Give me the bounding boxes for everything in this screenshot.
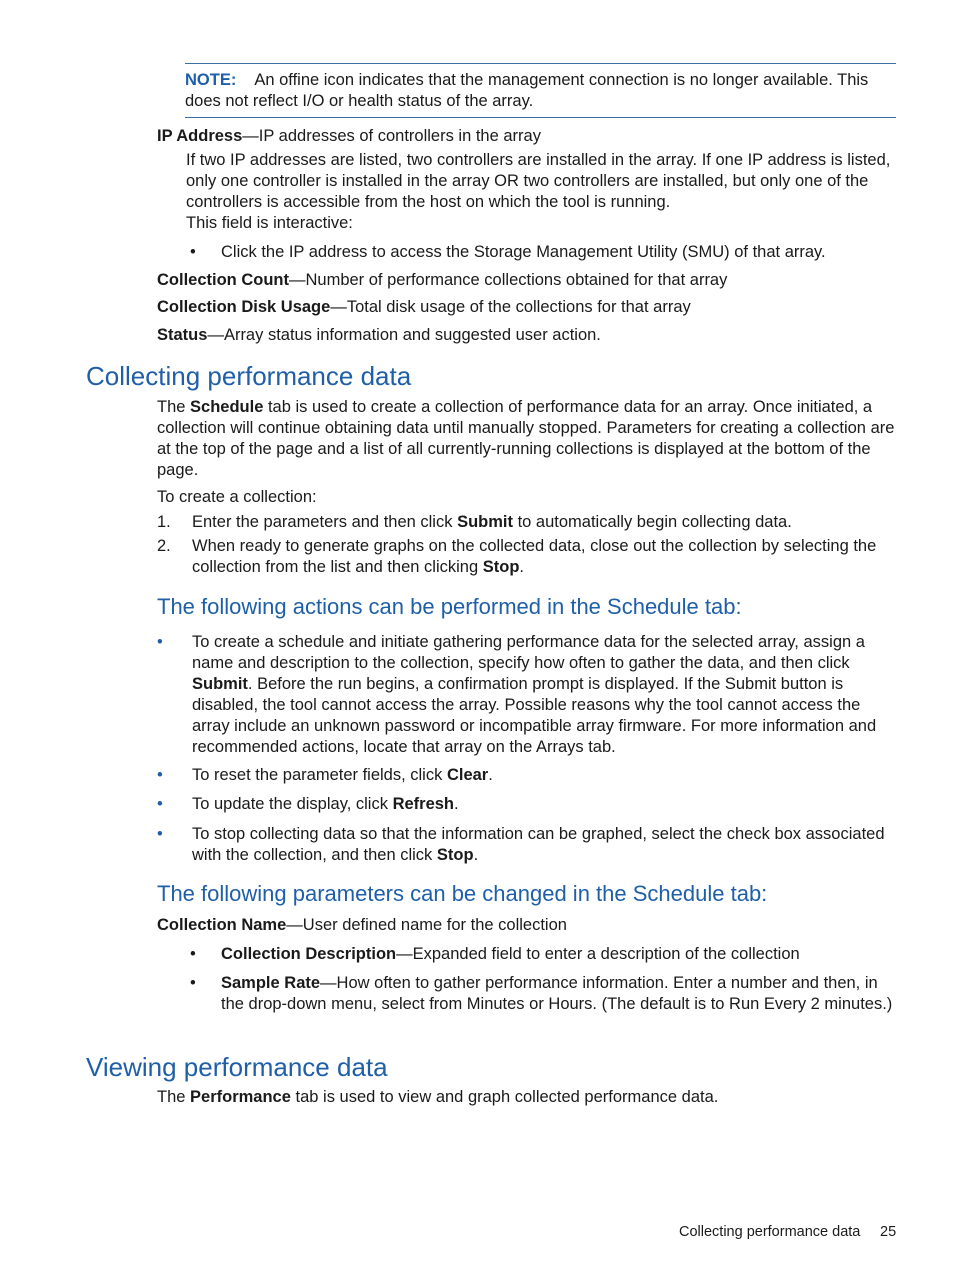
bullet-icon: • [190, 974, 196, 992]
stop-term: Stop [482, 558, 520, 576]
performance-tab-name: Performance [190, 1088, 291, 1106]
action-text: . Before the run begins, a confirmation prompt is displayed. If the Submit button is disabled, the tool cannot access the array. Possible reasons why the tool cannot access the array include an unknown password or incompatible array firmware. For more information and recommended actions, locate that array on the Arrays tab. [192, 675, 877, 756]
action-text: To stop collecting data so that the information can be graphed, select the check box associated with the collection, and then click [192, 825, 885, 864]
ip-address-detail: If two IP addresses are listed, two controllers are installed in the array. If one IP address is listed, only one controller is installed in the array OR two controllers are installed, but only one of the controllers is accessible from the host on which the tool is running. [186, 151, 891, 211]
action-item [192, 632, 897, 758]
param-definition: —Expanded field to enter a description of the collection [396, 945, 800, 963]
to-create-text: To create a collection: [157, 488, 317, 506]
field-definition: —Array status information and suggested user action. [207, 326, 601, 344]
bullet-icon: • [190, 945, 196, 963]
bullet-icon: • [157, 633, 163, 651]
action-item [192, 765, 897, 786]
param-definition: —User defined name for the collection [286, 916, 567, 934]
parameters-heading: The following parameters can be changed in the Schedule tab: [157, 881, 768, 906]
bullet-icon: • [157, 766, 163, 784]
field-collection-disk-usage [157, 297, 897, 318]
ip-address-interactive: This field is interactive: [186, 214, 353, 232]
schedule-tab-name: Schedule [190, 398, 264, 416]
note-label: NOTE: [185, 71, 237, 89]
intro-text: tab is used to create a collection of performance data for an array. Once initiated, a collection will continue obtaining data until manually stopped. Parameters for creating a collection are at the top of the page and a list of all currently-running collections is displayed at the bottom of the page. [157, 398, 895, 479]
param-term: Sample Rate [221, 974, 321, 992]
step-text: to automatically begin collecting data. [512, 513, 792, 531]
actions-heading: The following actions can be performed in the Schedule tab: [157, 594, 742, 619]
step-1 [192, 512, 897, 533]
section1-intro [157, 397, 897, 481]
page-number: 25 [880, 1224, 897, 1240]
step-text: Enter the parameters and then click [192, 513, 458, 531]
section2-text-part: The [157, 1088, 191, 1106]
ip-address-term: IP Address [157, 127, 243, 145]
field-term: Collection Count [157, 271, 289, 289]
bullet-icon: • [157, 795, 163, 813]
collection-name-entry [157, 915, 897, 936]
section2-text-part: tab is used to view and graph collected performance data. [290, 1088, 719, 1106]
section2-text [157, 1087, 897, 1108]
field-term: Collection Disk Usage [157, 298, 331, 316]
field-collection-count [157, 270, 897, 291]
step-number: 1. [157, 513, 171, 531]
field-definition: —Number of performance collections obtained for that array [288, 271, 728, 289]
param-definition: —How often to gather performance information. Enter a number and then, in the drop-down menu, select from Minutes or Hours. (The default is to Run Every 2 minutes.) [221, 974, 893, 1013]
bullet-icon: • [190, 243, 196, 261]
action-text: . [473, 846, 479, 864]
action-term: Clear [446, 766, 489, 784]
submit-term: Submit [457, 513, 513, 531]
note-text: An offine icon indicates that the management connection is no longer available. This does not reflect I/O or health status of the array. [185, 71, 869, 110]
param-item [221, 973, 897, 1015]
bullet-icon: • [157, 825, 163, 843]
action-term: Stop [436, 846, 474, 864]
step-text: When ready to generate graphs on the collected data, close out the collection by selecting the collection from the list and then clicking [192, 537, 877, 576]
field-term: Status [157, 326, 208, 344]
field-status [157, 325, 897, 346]
action-text: . [488, 766, 493, 784]
action-text: To reset the parameter fields, click [192, 766, 447, 784]
ip-address-definition: —IP addresses of controllers in the array [242, 127, 541, 145]
section-heading-collecting: Collecting performance data [86, 361, 412, 391]
param-item [221, 944, 897, 965]
ip-address-entry [157, 126, 897, 147]
action-text: To create a schedule and initiate gathering performance data for the selected array, assign a name and description to the collection, specify how often to gather the data, and then click [192, 633, 865, 672]
param-term: Collection Description [221, 945, 397, 963]
action-term: Refresh [392, 795, 455, 813]
intro-text: The [157, 398, 191, 416]
section-heading-viewing: Viewing performance data [86, 1052, 388, 1082]
step-text: . [519, 558, 524, 576]
action-term: Submit [192, 675, 248, 693]
action-text: To update the display, click [192, 795, 393, 813]
note-box [185, 63, 896, 118]
footer-title: Collecting performance data [679, 1224, 861, 1240]
action-text: . [454, 795, 459, 813]
ip-address-bullet: Click the IP address to access the Storage Management Utility (SMU) of that array. [221, 243, 826, 261]
action-item [192, 824, 897, 866]
step-number: 2. [157, 537, 171, 555]
action-item [192, 794, 897, 815]
param-term: Collection Name [157, 916, 287, 934]
step-2 [192, 536, 897, 578]
field-definition: —Total disk usage of the collections for that array [330, 298, 691, 316]
